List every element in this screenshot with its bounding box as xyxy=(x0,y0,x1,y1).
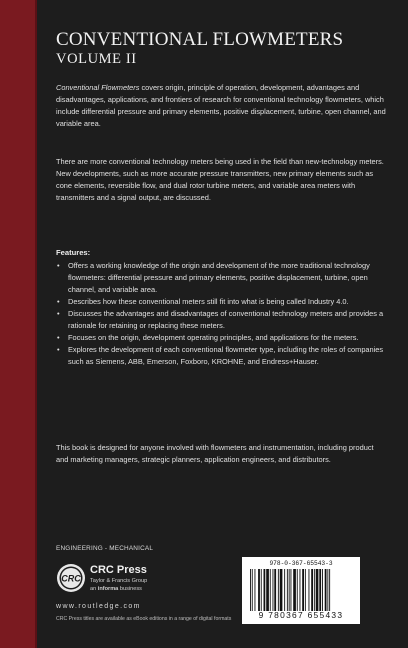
barcode-bar xyxy=(284,569,285,611)
barcode-bar xyxy=(266,569,269,611)
business-prefix: an xyxy=(90,586,98,592)
barcode-panel xyxy=(242,557,360,624)
barcode-bar xyxy=(278,569,279,611)
description-paragraph-1-text: covers origin, principle of operation, development, advantages and disadvantages, applications, and frontiers of research for conventional technology flowmeters, which include differential pressure and primary elements, positive displacement, turbine, open channel, and variable area. xyxy=(56,83,386,128)
spine-edge xyxy=(35,0,37,648)
description-paragraph-2: There are more conventional technology meters being used in the field than new-technology meters. New developments, such as more accurate pressure transmitters, new primary elements such as cone elements, reversible flow, and dual rotor turbine meters, and variable area meters with transmitters and a signal output, are discussed. xyxy=(56,157,384,202)
feature-item xyxy=(56,332,386,344)
publisher-group: Taylor & Francis Group xyxy=(90,578,148,584)
crc-logo-icon xyxy=(56,563,86,593)
barcode-bar xyxy=(264,569,266,611)
barcode-bar xyxy=(300,569,301,611)
barcode-bar xyxy=(261,569,262,611)
description-paragraph-1 xyxy=(56,82,386,130)
publisher-logo xyxy=(56,561,206,601)
features-list xyxy=(56,260,386,368)
barcode-bar xyxy=(289,569,290,611)
informa-brand: informa xyxy=(97,586,119,592)
book-title: CONVENTIONAL FLOWMETERS xyxy=(56,29,344,50)
barcode-bar xyxy=(314,569,315,611)
barcode-bar xyxy=(325,569,327,611)
bullet-icon: • xyxy=(57,345,60,354)
feature-text: Focuses on the origin, development operating principles, and applications for the meters. xyxy=(68,333,359,342)
barcode-number: 9 780367 655433 xyxy=(258,610,344,620)
isbn-label: 978-0-367-65543-3 xyxy=(269,560,333,567)
feature-item xyxy=(56,344,386,368)
barcode-bar xyxy=(250,569,251,611)
barcode-bar xyxy=(287,569,288,611)
feature-text: Discusses the advantages and disadvantages of conventional technology meters and provides a rationale for retaining or replacing these meters. xyxy=(68,309,384,330)
spine-band xyxy=(0,0,35,648)
barcode-bar xyxy=(316,569,319,611)
svg-text:CRC: CRC xyxy=(61,573,81,584)
barcode-bar xyxy=(329,569,330,611)
barcode-bar xyxy=(327,569,328,611)
barcode-bar xyxy=(291,569,292,611)
barcode-bar xyxy=(274,569,276,611)
barcode-image xyxy=(248,569,354,611)
barcode-bar xyxy=(255,569,256,611)
barcode-bar xyxy=(305,569,306,611)
business-suffix: business xyxy=(118,586,142,592)
ebook-footnote: CRC Press titles are available as eBook editions in a range of digital formats xyxy=(56,616,232,622)
feature-item xyxy=(56,296,386,308)
bullet-icon: • xyxy=(57,333,60,342)
publisher-website: www.routledge.com xyxy=(56,603,141,610)
barcode-bar xyxy=(319,569,321,611)
barcode-bar xyxy=(297,569,298,611)
barcode-bar xyxy=(258,569,260,611)
feature-text: Describes how these conventional meters still fit into what is being called Industry 4.0. xyxy=(68,297,349,306)
barcode-bar xyxy=(322,569,323,611)
audience-paragraph: This book is designed for anyone involved with flowmeters and instrumentation, including product and marketing managers, strategic planners, application engineers, and distributors. xyxy=(56,443,374,464)
barcode-bar xyxy=(311,569,313,611)
barcode-bar xyxy=(302,569,304,611)
barcode-bar xyxy=(280,569,283,611)
barcode-bar xyxy=(293,569,296,611)
bullet-icon: • xyxy=(57,261,60,270)
italic-book-name: Conventional Flowmeters xyxy=(56,83,140,92)
feature-text: Offers a working knowledge of the origin and development of the more traditional technology flowmeters: differential pressure and primary elements, positive displacement, turbine, open channel, and variable area. xyxy=(68,261,370,294)
bullet-icon: • xyxy=(57,309,60,318)
bullet-icon: • xyxy=(57,297,60,306)
book-volume: VOLUME II xyxy=(56,51,137,67)
barcode-bar xyxy=(273,569,274,611)
barcode-bar xyxy=(309,569,310,611)
feature-item xyxy=(56,308,386,332)
publisher-business xyxy=(90,586,142,592)
publisher-name: CRC Press xyxy=(90,564,147,576)
feature-text: Explores the development of each conventional flowmeter type, including the roles of companies such as Siemens, ABB, Emerson, Foxboro, KROHNE, and Endress+Hauser. xyxy=(68,345,384,366)
barcode-bar xyxy=(252,569,253,611)
barcode-bar xyxy=(270,569,271,611)
features-heading: Features: xyxy=(56,248,91,257)
subject-category: ENGINEERING - MECHANICAL xyxy=(56,545,154,552)
feature-item xyxy=(56,260,386,296)
